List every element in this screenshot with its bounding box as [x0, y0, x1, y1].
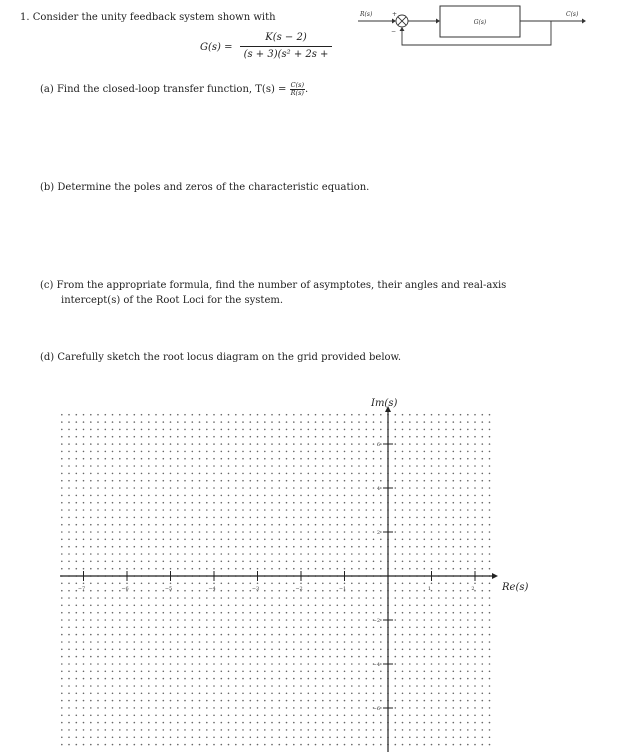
equation-lhs: G(s) = [200, 42, 233, 53]
real-axis-arrowhead [492, 573, 498, 579]
transfer-function-numerator: K(s − 2) [240, 32, 332, 47]
part-a-fraction-numerator: C(s) [290, 81, 304, 89]
y-tick-label: 2 [376, 530, 380, 536]
y-tick-label: 4 [376, 486, 380, 492]
y-tick-label: −4 [372, 662, 380, 668]
part-c-line1: (c) From the appropriate formula, find the number of asymptotes, their angles and real-axis [40, 280, 507, 291]
x-tick-label: 1 [427, 586, 432, 592]
part-b: (b) Determine the poles and zeros of the characteristic equation. [40, 182, 370, 193]
minus-sign: − [391, 28, 397, 35]
x-axis-ticks [78, 571, 475, 592]
x-tick-label: −1 [338, 586, 347, 592]
part-a-fraction-denominator: R(s) [290, 89, 304, 97]
output-label: C(s) [566, 11, 579, 18]
input-label: R(s) [360, 11, 373, 18]
problem-intro: 1. Consider the unity feedback system shown with [20, 12, 276, 23]
part-a-text: (a) Find the closed-loop transfer function, T(s) = [40, 84, 287, 95]
y-axis-ticks [373, 442, 393, 712]
part-c-line2: intercept(s) of the Root Loci for the system. [61, 295, 284, 306]
transfer-function-denominator: (s + 3)(s² + 2s + [243, 49, 329, 60]
x-tick-label: −6 [121, 586, 129, 592]
x-tick-label: −7 [77, 586, 86, 592]
grid-dots [61, 414, 490, 745]
real-axis-label: Re(s) [502, 582, 529, 593]
x-tick-label: −4 [208, 586, 216, 592]
y-tick-label: −6 [372, 706, 380, 712]
plant-block-label: G(s) [473, 19, 487, 26]
y-tick-label: −2 [372, 618, 380, 624]
x-tick-label: −5 [164, 586, 173, 592]
imaginary-axis-label: Im(s) [371, 398, 398, 409]
x-tick-label: −2 [295, 586, 303, 592]
plus-sign: + [392, 11, 398, 18]
part-d: (d) Carefully sketch the root locus diagram on the grid provided below. [40, 352, 402, 363]
part-a-tail: . [305, 84, 309, 95]
x-tick-label: −3 [251, 586, 260, 592]
y-tick-label: 6 [376, 442, 380, 448]
x-tick-label: 2 [471, 586, 475, 592]
